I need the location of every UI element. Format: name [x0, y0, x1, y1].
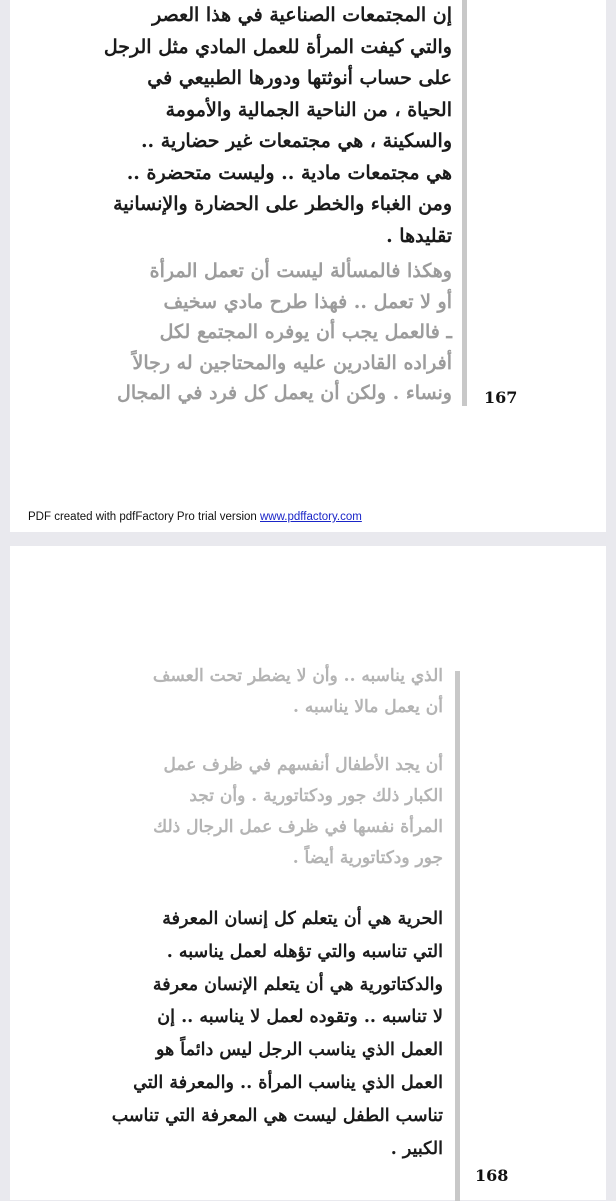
text-line: العمل الذي يناسب الرجل ليس دائماً هو — [155, 1040, 443, 1061]
text-line: ومن الغباء والخطر على الحضارة والإنسانية — [113, 193, 452, 215]
text-line: أفراده القادرين عليه والمحتاجين له رجالاً — [132, 351, 452, 374]
text-line: جور ودكتاتورية أيضاً . — [292, 848, 443, 868]
book-page-168 — [10, 546, 606, 1200]
pdf-footer — [28, 511, 362, 523]
text-line: هي مجتمعات مادية .. وليست متحضرة .. — [126, 161, 452, 184]
text-line: الذي يناسبه .. وأن لا يضطر تحت العسف — [152, 666, 443, 686]
margin-rule — [455, 671, 460, 1201]
text-line: الكبار ذلك جور ودكتاتورية . وأن تجد — [189, 786, 443, 806]
faded-paragraph-middle — [125, 750, 443, 874]
text-line: الكبير . — [390, 1138, 443, 1159]
text-line: الحياة ، من الناحية الجمالية والأمومة — [165, 98, 452, 121]
text-line: ـ فالعمل يجب أن يوفره المجتمع لكل — [159, 321, 452, 343]
text-line: العمل الذي يناسب المرأة .. والمعرفة التي — [133, 1072, 443, 1093]
faded-paragraph-top — [125, 661, 443, 723]
text-line: إن المجتمعات الصناعية في هذا العصر — [152, 4, 452, 26]
text-line: تقليدها . — [386, 224, 452, 247]
page-number: 167 — [484, 388, 518, 407]
text-line: والدكتاتورية هي أن يتعلم الإنسان معرفة — [152, 974, 443, 995]
text-line: أو لا تعمل .. فهذا طرح مادي سخيف — [163, 290, 452, 313]
text-line: أن يعمل مالا يناسبه . — [293, 697, 443, 717]
text-line: ونساء . ولكن أن يعمل كل فرد في المجال — [117, 382, 452, 404]
text-line: المرأة نفسها في ظرف عمل الرجال ذلك — [153, 817, 443, 837]
margin-rule — [462, 0, 467, 406]
page-number: 168 — [475, 1166, 509, 1185]
text-line: لا تناسبه .. وتقوده لعمل لا يناسبه .. إن — [157, 1007, 443, 1028]
main-paragraph — [111, 903, 443, 1165]
text-line: والسكينة ، هي مجتمعات غير حضارية .. — [140, 130, 452, 152]
main-paragraph — [100, 0, 452, 252]
text-line: على حساب أنوثتها ودورها الطبيعي في — [147, 67, 452, 89]
text-line: الحرية هي أن يتعلم كل إنسان المعرفة — [162, 909, 443, 929]
footer-text: PDF created with pdfFactory Pro trial version — [28, 511, 260, 523]
footer-link[interactable]: www.pdffactory.com — [260, 511, 362, 523]
text-line: تناسب الطفل ليست هي المعرفة التي تناسب — [111, 1105, 443, 1126]
text-line: التي تناسبه والتي تؤهله لعمل يناسبه . — [166, 941, 443, 962]
text-line: وهكذا فالمسألة ليست أن تعمل المرأة — [149, 260, 452, 282]
text-line: والتي كيفت المرأة للعمل المادي مثل الرجل — [103, 35, 452, 58]
faded-paragraph — [100, 256, 452, 409]
book-page-167 — [10, 0, 606, 532]
text-line: أن يجد الأطفال أنفسهم في ظرف عمل — [163, 755, 443, 775]
